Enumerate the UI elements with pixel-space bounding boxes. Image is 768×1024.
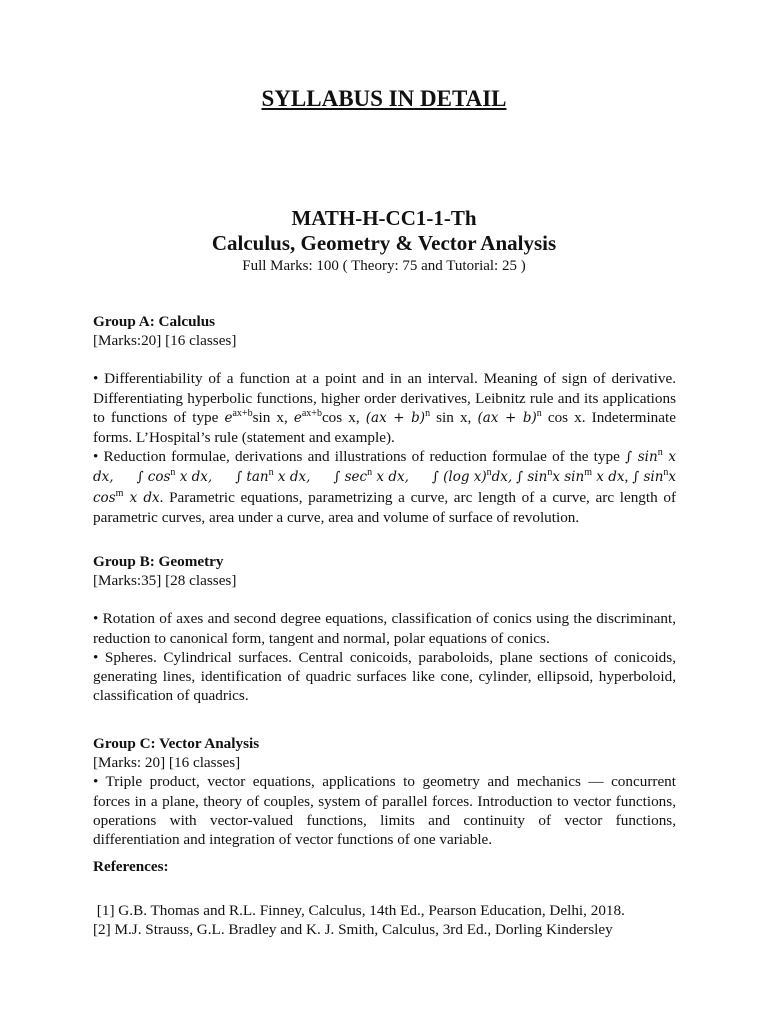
group-paragraph [93, 609, 676, 647]
full-marks: Full Marks: 100 ( Theory: 75 and Tutorial: 25 ) [242, 258, 526, 274]
math-superscript: n [170, 467, 176, 479]
group-b [93, 552, 676, 705]
math-expression: x dx, [372, 469, 409, 486]
group-heading: Group C: Vector Analysis [93, 735, 260, 752]
math-superscript: n [367, 467, 373, 479]
text-run [114, 468, 137, 485]
math-expression: ∫ sin [625, 449, 658, 466]
references-heading: References: [93, 858, 169, 875]
math-expression: ∫ cos [136, 469, 171, 486]
group-a [93, 312, 676, 527]
text-run: • Spheres. Cylindrical surfaces. Central conicoids, paraboloids, plane sections of conicoids, generating lines, identification of quadric surfaces like cone, cylinder, ellipsoid, hyperboloid, classification of quadrics. [93, 648, 676, 705]
references [93, 857, 676, 940]
group-meta: [Marks:35] [28 classes] [93, 572, 237, 590]
group-meta: [Marks:20] [16 classes] [93, 332, 237, 350]
text-run: . Parametric equations, parametrizing a curve, arc length of a curve, arc length of parametric curves, area under a curve, area and volume of surface of revolution. [93, 488, 677, 526]
text-run [409, 468, 432, 485]
page-title: SYLLABUS IN DETAIL [261, 86, 507, 111]
math-superscript: n [657, 447, 663, 459]
group-heading: Group A: Calculus [93, 313, 216, 330]
math-expression: e [293, 409, 302, 426]
group-meta: [Marks: 20] [16 classes] [93, 754, 241, 772]
text-run: cos x. Indeterminate forms. L’Hospital’s rule (statement and example). [93, 408, 676, 447]
text-run: sin x, [252, 408, 294, 426]
math-superscript: n [663, 467, 669, 479]
math-expression: x sin [552, 469, 585, 486]
math-superscript: n [268, 467, 274, 479]
text-run: • Reduction formulae, derivations and illustrations of reduction formulae of the type [93, 448, 626, 466]
math-superscript: m [115, 487, 124, 499]
reference-item: [1] G.B. Thomas and R.L. Finney, Calculus, 14th Ed., Pearson Education, Delhi, 2018. [93, 902, 625, 920]
math-expression: x cos [93, 469, 677, 506]
math-superscript: n [536, 407, 542, 419]
math-expression: x dx, [93, 449, 677, 486]
math-expression: x dx, [273, 469, 311, 486]
text-run [310, 468, 333, 485]
text-run: • Differentiability of a function at a point and in an interval. Meaning of sign of derivative. Differentiating hyperbolic functions, higher order derivatives, Leibnitz rule and its applications to functions of type [93, 370, 676, 426]
math-expression: ∫ sec [333, 469, 368, 486]
course-code: MATH-H-CC1-1-Th [291, 206, 477, 230]
group-c [93, 734, 676, 849]
text-run: • Rotation of axes and second degree equations, classification of conics using the discriminant, reduction to canonical form, tangent and normal, polar equations of conics. [93, 610, 676, 647]
text-run: cos x, [321, 408, 366, 426]
group-heading: Group B: Geometry [93, 553, 224, 570]
math-superscript: n [547, 467, 553, 479]
text-run [212, 468, 235, 485]
math-expression: ∫ tan [235, 469, 269, 486]
math-expression: (ax + b) [477, 409, 537, 426]
math-expression: x dx [123, 489, 160, 506]
group-paragraph [93, 648, 676, 706]
math-expression: dx, [491, 469, 513, 486]
math-superscript: ax+b [301, 407, 322, 419]
math-superscript: m [584, 467, 592, 479]
group-paragraph [93, 772, 676, 849]
group-paragraph [93, 369, 676, 447]
reference-item: [2] M.J. Strauss, G.L. Bradley and K. J. Smith, Calculus, 3rd Ed., Dorling Kindersley [93, 921, 613, 939]
math-expression: (ax + b) [365, 409, 426, 426]
math-expression: x dx, [175, 469, 213, 486]
math-expression: ∫ sin [632, 469, 664, 486]
text-run: sin x, [430, 408, 478, 426]
math-expression: e [224, 409, 233, 426]
math-expression: x dx [591, 469, 625, 486]
group-paragraph [93, 447, 676, 527]
math-superscript: n [425, 407, 431, 419]
math-superscript: ax+b [232, 407, 253, 419]
math-expression: ∫ sin [516, 469, 548, 486]
course-name: Calculus, Geometry & Vector Analysis [211, 231, 557, 255]
text-run: , [624, 468, 633, 486]
text-run: • Triple product, vector equations, applications to geometry and mechanics — concurrent forces in a plane, theory of couples, system of parallel forces. Introduction to vector functions, operations with vector-valued functions, limits and continuity of vector functions, differentiation and integration of vector functions of one variable. [93, 773, 676, 849]
math-superscript: n [486, 467, 492, 479]
math-expression: ∫ (log x) [431, 469, 487, 486]
